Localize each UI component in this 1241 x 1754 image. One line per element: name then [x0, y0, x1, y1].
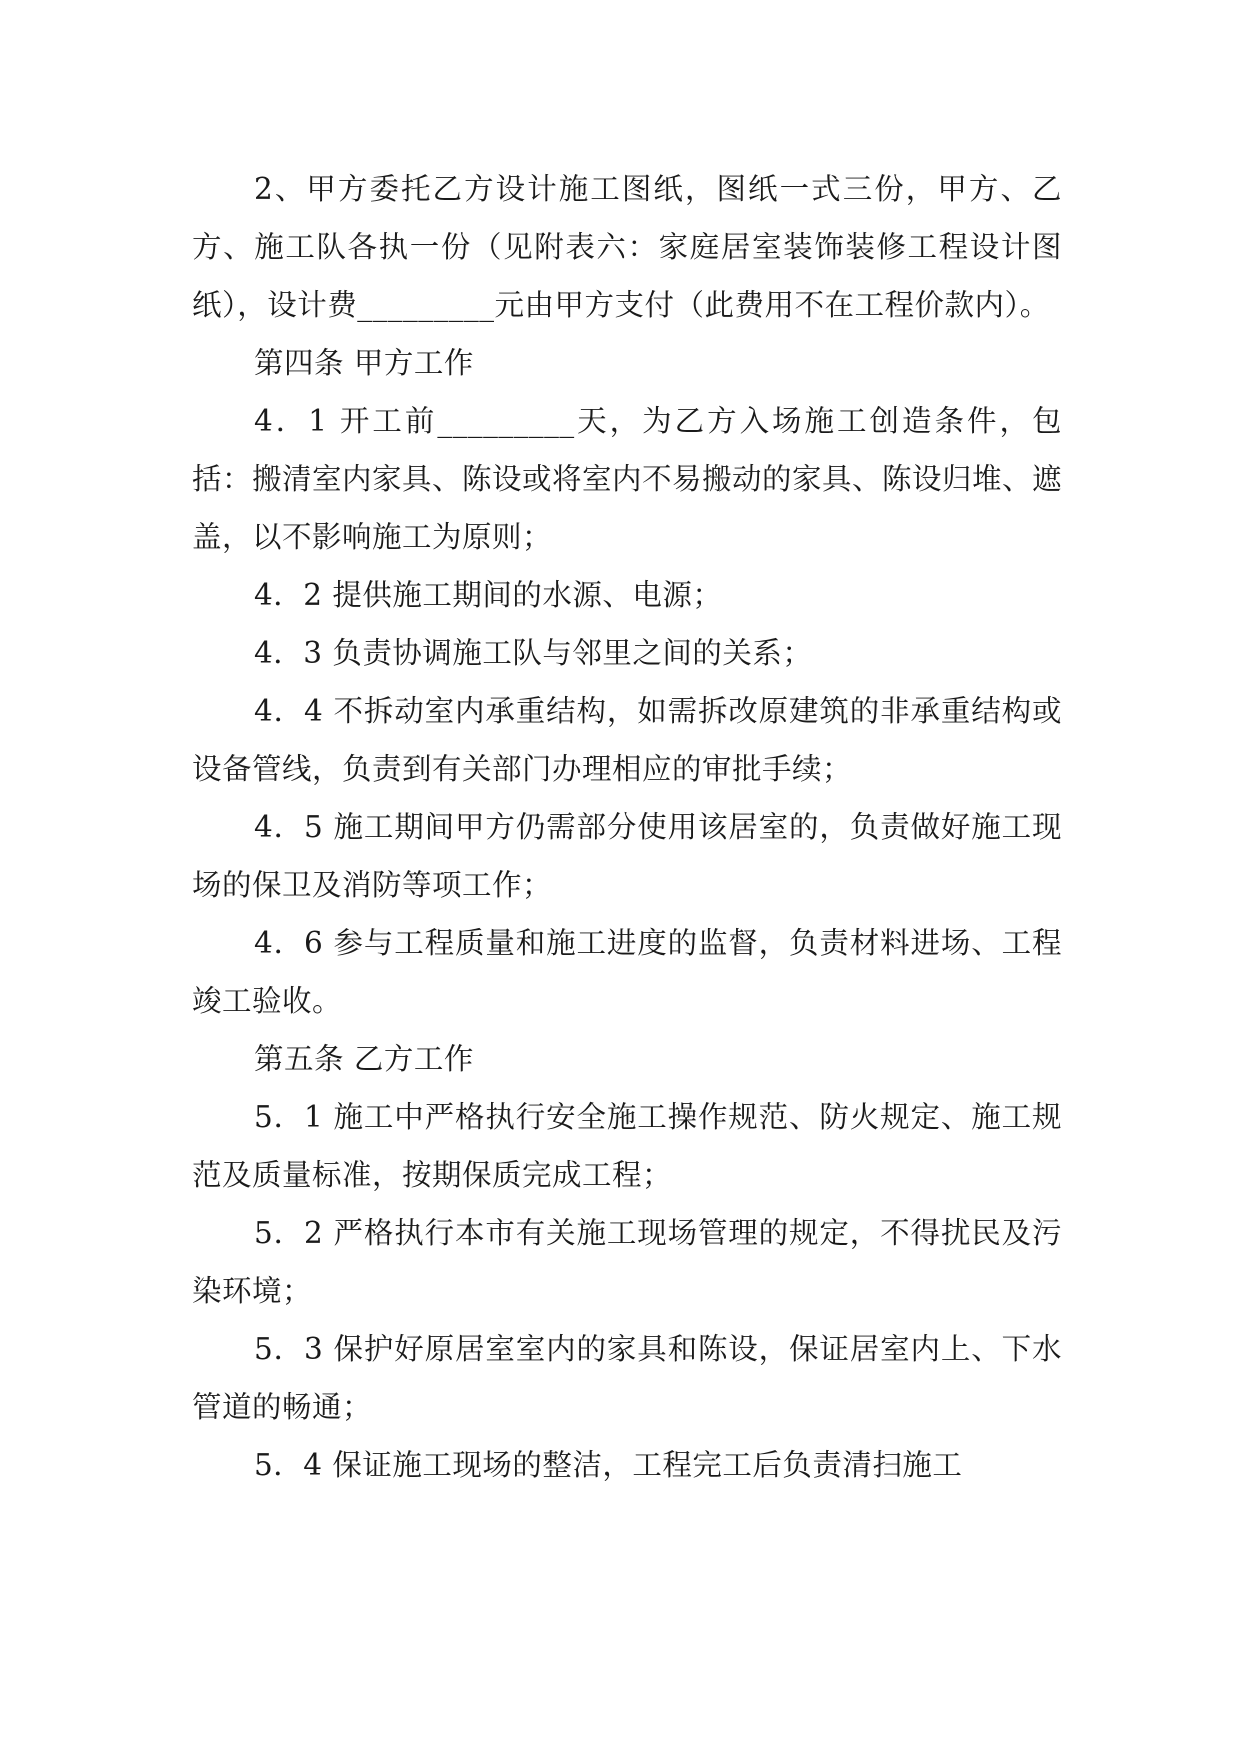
document-body — [192, 160, 1062, 1494]
clause-5-2: 5．2 严格执行本市有关施工现场管理的规定，不得扰民及污染环境； — [192, 1216, 1062, 1308]
clause-5-1: 5．1 施工中严格执行安全施工操作规范、防火规定、施工规范及质量标准，按期保质完成工程； — [192, 1100, 1062, 1192]
clause-5-4: 5．4 保证施工现场的整洁，工程完工后负责清扫施工 — [254, 1448, 963, 1482]
article-5-heading: 第五条 乙方工作 — [254, 1042, 474, 1076]
clause-5-3: 5．3 保护好原居室室内的家具和陈设，保证居室内上、下水管道的畅通； — [192, 1332, 1062, 1424]
clause-4-6: 4．6 参与工程质量和施工进度的监督，负责材料进场、工程竣工验收。 — [192, 926, 1062, 1018]
clause-4-4: 4．4 不拆动室内承重结构，如需拆改原建筑的非承重结构或设备管线，负责到有关部门办理相应的审批手续； — [192, 694, 1062, 786]
article-4-heading: 第四条 甲方工作 — [254, 346, 474, 380]
clause-4-3: 4．3 负责协调施工队与邻里之间的关系； — [254, 636, 813, 670]
clause-4-5: 4．5 施工期间甲方仍需部分使用该居室的，负责做好施工现场的保卫及消防等项工作； — [192, 810, 1062, 902]
clause-4-2: 4．2 提供施工期间的水源、电源； — [254, 578, 723, 612]
clause-4-1: 4．1 开工前_________天，为乙方入场施工创造条件，包括：搬清室内家具、陈设或将室内不易搬动的家具、陈设归堆、遮盖，以不影响施工为原则； — [192, 404, 1063, 554]
paragraph-design-drawings: 2、甲方委托乙方设计施工图纸，图纸一式三份，甲方、乙方、施工队各执一份（见附表六：家庭居室装饰装修工程设计图纸），设计费_________元由甲方支付（此费用不在工程价款内）。 — [192, 172, 1062, 322]
